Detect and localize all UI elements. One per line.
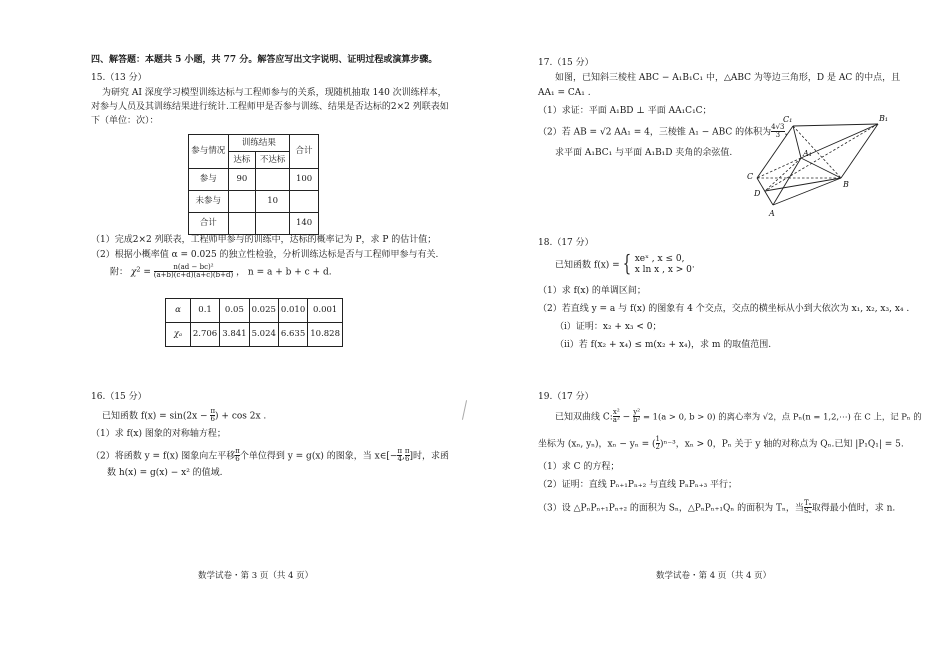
critical-value: 3.841: [220, 323, 249, 347]
x-alpha-label: χₐ: [166, 323, 191, 347]
q16-part2-n3: π: [404, 447, 410, 455]
alpha-value: 0.05: [220, 299, 249, 323]
header-participation: 参与情况: [189, 135, 229, 169]
header-total: 合计: [290, 135, 319, 169]
row-label: 合计: [189, 213, 229, 235]
q19-half-den: 2: [655, 443, 661, 452]
q19-part3-b: 取得最小值时，求 n.: [811, 503, 896, 514]
q19-given-b: = 1(a > 0, b > 0) 的离心率为 √2，点 Pₙ(n = 1,2,⋯) 在 C 上，记 Pₙ 的: [640, 411, 922, 422]
chi-tail: ， n = a + b + c + d.: [236, 267, 332, 278]
table-row: [189, 213, 319, 235]
q15-part1: （1）完成2×2 列联表，工程师甲参与的训练中，达标的概率记为 P，求 P 的估计值；: [91, 235, 437, 245]
q18-case2: x ln x , x > 0: [634, 265, 692, 275]
critical-value: 5.024: [249, 323, 278, 347]
cell-fail: 10: [256, 191, 290, 213]
table-row: [189, 169, 319, 191]
q19-x2: x²: [612, 408, 620, 416]
alpha-value: 0.025: [249, 299, 278, 323]
cell-total: [290, 191, 319, 213]
critical-value: 6.635: [278, 323, 307, 347]
q17-part2-den: 3: [771, 131, 784, 139]
q19-heading: 19.（17 分）: [538, 392, 594, 402]
chi-lhs: χ: [130, 267, 137, 278]
q16-given-b: ) + cos 2x .: [215, 411, 267, 422]
prism-figure: [745, 110, 895, 222]
q16-given-den: 6: [210, 415, 215, 424]
table-row: [189, 191, 319, 213]
cell-pass: 90: [228, 169, 256, 191]
chi-sup: 2: [136, 265, 141, 274]
q19-part3-a: （3）设 △PₙPₙ₊₁Pₙ₊₂ 的面积为 Sₙ，△PₙPₙ₊₁Qₙ 的面积为 Tₙ，当: [538, 503, 804, 514]
page-footer-left: 数学试卷・第 3 页（共 4 页）: [198, 570, 314, 581]
q19-minus: −: [619, 412, 634, 423]
row-label: 未参与: [189, 191, 229, 213]
q18-sub-i: （i）证明：x₂ + x₃ < 0；: [555, 322, 662, 332]
alpha-value: 0.010: [278, 299, 307, 323]
q15-intro-line1: 为研究 AI 深度学习模型训练达标与工程师参与的关系，现随机抽取 140 次训练样本，: [102, 88, 447, 98]
chi-numerator: n(ad − bc)²: [173, 263, 214, 271]
q19-half-num: 1: [655, 435, 661, 443]
q17-part2-num: 4√3: [771, 123, 785, 131]
brace-glyph: {: [622, 252, 631, 277]
label-d: D: [754, 189, 761, 198]
q16-part2: [91, 448, 449, 464]
chi-fraction: [154, 264, 233, 280]
q17-heading: 17.（15 分）: [538, 58, 594, 68]
q16-part2-d3: 6: [404, 455, 410, 464]
critical-value: 10.828: [308, 323, 343, 347]
label-b: B: [843, 180, 849, 189]
page-footer-right: 数学试卷・第 4 页（共 4 页）: [656, 570, 772, 581]
q19-part3: [538, 500, 895, 516]
cell-pass: [228, 213, 256, 235]
q16-part2-line2: 数 h(x) = g(x) − x² 的值域.: [107, 468, 223, 478]
q19-part2: （2）证明：直线 Pₙ₊₁Pₙ₊₂ 与直线 PₙPₙ₊₃ 平行；: [538, 480, 738, 490]
q19-part3-frac: [804, 500, 812, 516]
q18-cases: [635, 254, 692, 276]
chi-eq: =: [140, 267, 154, 278]
q18-part1: （1）求 f(x) 的单调区间；: [538, 286, 646, 296]
q16-part2-den: 6: [235, 455, 240, 464]
q15-intro-line2: 对参与人员及其训练结果进行统计.工程师甲是否参与训练、结果是否达标的2×2 列联表如: [91, 102, 449, 112]
cell-pass: [228, 191, 256, 213]
q17-part2-b: ，: [784, 127, 794, 138]
q19-line2: [538, 436, 904, 452]
q16-given-a: 已知函数 f(x) = sin(2x −: [102, 411, 211, 422]
q17-part2-a: （2）若 AB = √2 AA₁ = 4，三棱锥 A₁ − ABC 的体积为: [538, 127, 772, 138]
label-c: C: [747, 172, 754, 181]
q19-given-a: 已知双曲线 C:: [555, 412, 613, 423]
q16-given: [102, 408, 266, 424]
q18-heading: 18.（17 分）: [538, 238, 594, 248]
q17-given-line2: AA₁ = CA₁ .: [538, 88, 591, 98]
critical-value-table: [165, 298, 343, 347]
q16-part2-d: ]时，求函: [409, 451, 450, 462]
q19-given: [555, 409, 922, 425]
alpha-label: α: [166, 299, 191, 323]
q16-given-num: π: [210, 407, 216, 415]
cell-total: 100: [290, 169, 319, 191]
label-c1: C₁: [783, 115, 793, 124]
q19-part1: （1）求 C 的方程；: [538, 462, 620, 472]
q16-part2-n2: π: [397, 447, 403, 455]
cell-fail: [256, 213, 290, 235]
q16-part2-c: ,: [402, 451, 405, 462]
q19-a2: a²: [612, 416, 620, 425]
q15-part2: （2）根据小概率值 α = 0.025 的独立性检验，分析训练达标是否与工程师甲参与有关.: [91, 250, 439, 260]
q19-line2-b: )ⁿ⁻³，xₙ > 0，Pₙ 关于 y 轴的对称点为 Qₙ.已知 |P₁Q₁| = 5.: [660, 439, 904, 450]
q19-x-frac: [613, 409, 620, 425]
section-header: 四、解答题：本题共 5 小题，共 77 分。解答应写出文字说明、证明过程或演算步骤。: [91, 55, 438, 65]
q16-part2-b: 个单位得到 y = g(x) 的图象，当 x∈[−: [239, 451, 398, 462]
q15-heading: 15.（13 分）: [91, 73, 147, 83]
q18-part2: （2）若直线 y = a 与 f(x) 的图象有 4 个交点，交点的横坐标从小到大依次为 x₁, x₂, x₃, x₄ .: [538, 304, 910, 314]
page-divider: [462, 400, 467, 420]
q16-part1: （1）求 f(x) 图象的对称轴方程；: [91, 429, 226, 439]
q18-given: [555, 254, 695, 276]
label-b1: B₁: [879, 114, 889, 123]
appendix-label: 附：: [110, 267, 129, 278]
q17-given-line1: 如图，已知斜三棱柱 ABC − A₁B₁C₁ 中，△ABC 为等边三角形，D 是 AC 的中点，且: [555, 73, 901, 83]
cell-total: 140: [290, 213, 319, 235]
chi-denominator: (a+b)(c+d)(a+c)(b+d): [153, 271, 234, 280]
q18-given-a: 已知函数 f(x) =: [555, 260, 620, 271]
q15-intro-line3: 下（单位：次）：: [91, 116, 159, 126]
q18-given-b: .: [691, 260, 695, 271]
label-a: A: [769, 209, 775, 218]
alpha-value: 0.001: [308, 299, 343, 323]
q16-heading: 16.（15 分）: [91, 392, 147, 402]
q19-part3-num: Tₙ: [804, 499, 812, 507]
alpha-value: 0.1: [190, 299, 219, 323]
q19-b2: b²: [633, 416, 641, 425]
cell-fail: [256, 169, 290, 191]
q18-sub-ii: （ii）若 f(x₂ + x₄) ≤ m(x₂ + x₄)，求 m 的取值范围.: [555, 340, 772, 350]
q19-y2: y²: [633, 408, 641, 416]
critical-value: 2.706: [190, 323, 219, 347]
q19-line2-a: 坐标为 (xₙ, yₙ)，xₙ − yₙ = (: [538, 439, 656, 450]
header-pass: 达标: [228, 152, 256, 169]
row-label: 参与: [189, 169, 229, 191]
q17-part2-line2: 求平面 A₁BC₁ 与平面 A₁B₁D 夹角的余弦值.: [555, 148, 733, 158]
chi-formula: [110, 264, 332, 280]
header-fail: 不达标: [256, 152, 290, 169]
q18-case1: xeˣ , x ≤ 0,: [634, 254, 685, 264]
header-result: 训练结果: [228, 135, 290, 152]
label-a1: A₁: [803, 149, 812, 158]
q17-part1: （1）求证：平面 A₁BD ⊥ 平面 AA₁C₁C；: [538, 106, 712, 116]
q16-part2-d2: 4: [397, 455, 402, 464]
contingency-table: [188, 134, 319, 235]
q19-part3-den: Sₙ: [803, 507, 812, 516]
q16-part2-num: π: [235, 447, 240, 455]
q16-part2-a: （2）将函数 y = f(x) 图象向左平移: [91, 451, 236, 462]
